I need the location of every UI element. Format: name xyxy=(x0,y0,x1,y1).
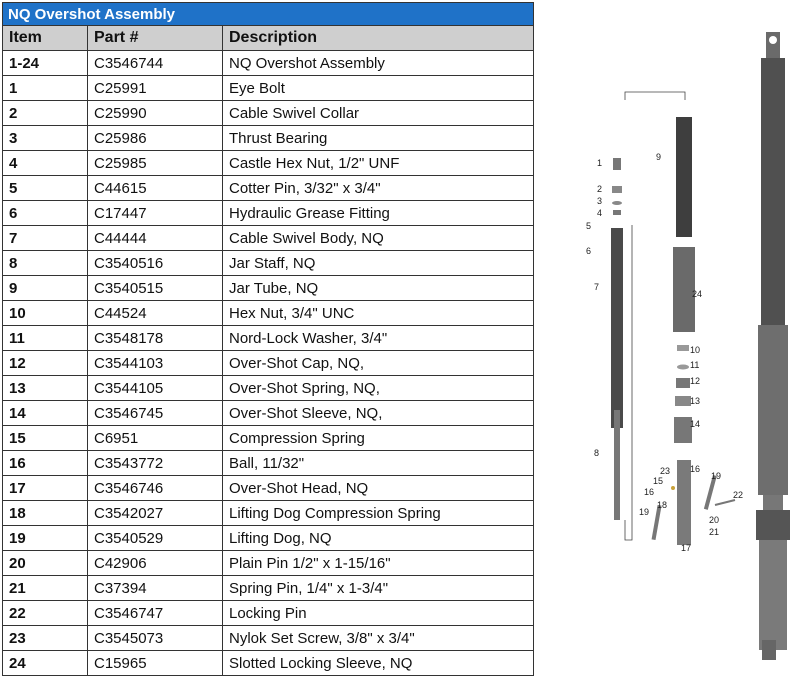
part-cell: C3546746 xyxy=(88,476,223,501)
description-cell: Cable Swivel Body, NQ xyxy=(223,226,534,251)
callout-2: 2 xyxy=(597,184,603,194)
item-cell: 12 xyxy=(3,351,88,376)
table-row xyxy=(3,601,534,626)
callout-4: 4 xyxy=(597,208,603,218)
jar-staff xyxy=(614,410,620,520)
callout-23: 23 xyxy=(660,466,671,476)
item-cell: 16 xyxy=(3,451,88,476)
description-cell: Lifting Dog Compression Spring xyxy=(223,501,534,526)
item-cell: 21 xyxy=(3,576,88,601)
part-cell: C3544105 xyxy=(88,376,223,401)
table-row xyxy=(3,251,534,276)
part-cell: C3543772 xyxy=(88,451,223,476)
part-cell: C25990 xyxy=(88,101,223,126)
item-cell: 7 xyxy=(3,226,88,251)
callout-22: 22 xyxy=(733,490,744,500)
description-cell: Plain Pin 1/2" x 1-15/16" xyxy=(223,551,534,576)
part-cell: C3542027 xyxy=(88,501,223,526)
callout-19: 19 xyxy=(711,471,722,481)
item-cell: 4 xyxy=(3,151,88,176)
callout-15: 15 xyxy=(653,476,664,486)
description-cell: Eye Bolt xyxy=(223,76,534,101)
item-cell: 2 xyxy=(3,101,88,126)
item-cell: 18 xyxy=(3,501,88,526)
part-cell: C3546747 xyxy=(88,601,223,626)
parts-table xyxy=(2,2,534,676)
callout-11: 11 xyxy=(690,360,700,370)
part-cell: C3540516 xyxy=(88,251,223,276)
callout-21: 21 xyxy=(709,527,720,537)
item-cell: 8 xyxy=(3,251,88,276)
table-row xyxy=(3,76,534,101)
description-cell: Ball, 11/32" xyxy=(223,451,534,476)
header-description: Description xyxy=(223,26,534,51)
description-cell: Over-Shot Sleeve, NQ, xyxy=(223,401,534,426)
description-cell: Over-Shot Spring, NQ, xyxy=(223,376,534,401)
description-cell: Over-Shot Head, NQ xyxy=(223,476,534,501)
item-cell: 20 xyxy=(3,551,88,576)
header-part: Part # xyxy=(88,26,223,51)
callout-24: 24 xyxy=(692,289,703,299)
callout-5: 5 xyxy=(586,221,592,231)
assembled-overshot xyxy=(756,32,790,660)
table-row xyxy=(3,401,534,426)
callout-20: 20 xyxy=(709,515,720,525)
table-title: NQ Overshot Assembly xyxy=(3,3,534,26)
table-row xyxy=(3,526,534,551)
part-cell: C44615 xyxy=(88,176,223,201)
item-cell: 1 xyxy=(3,76,88,101)
table-row xyxy=(3,476,534,501)
item-cell: 6 xyxy=(3,201,88,226)
part-cell: C25985 xyxy=(88,151,223,176)
description-cell: Nord-Lock Washer, 3/4" xyxy=(223,326,534,351)
table-row xyxy=(3,301,534,326)
description-cell: Hydraulic Grease Fitting xyxy=(223,201,534,226)
description-cell: Nylok Set Screw, 3/8" x 3/4" xyxy=(223,626,534,651)
assembled-upper-tube xyxy=(761,58,785,328)
table-row xyxy=(3,276,534,301)
callout-1: 1 xyxy=(597,158,603,168)
description-cell: Compression Spring xyxy=(223,426,534,451)
jar-tube xyxy=(676,117,692,237)
description-cell: Jar Staff, NQ xyxy=(223,251,534,276)
callout-16: 16 xyxy=(644,487,655,497)
exploded-assembly-diagram xyxy=(580,25,800,681)
description-cell: Locking Pin xyxy=(223,601,534,626)
callout-14: 14 xyxy=(690,419,701,429)
part-cell: C3546745 xyxy=(88,401,223,426)
table-row xyxy=(3,151,534,176)
description-cell: Spring Pin, 1/4" x 1-3/4" xyxy=(223,576,534,601)
header-item: Item xyxy=(3,26,88,51)
part-cell: C44524 xyxy=(88,301,223,326)
callout-17: 17 xyxy=(681,543,692,553)
description-cell: Cotter Pin, 3/32" x 3/4" xyxy=(223,176,534,201)
table-row xyxy=(3,501,534,526)
part-cell: C25991 xyxy=(88,76,223,101)
table-row xyxy=(3,101,534,126)
item-cell: 19 xyxy=(3,526,88,551)
part-cell: C6951 xyxy=(88,426,223,451)
callout-13: 13 xyxy=(690,396,701,406)
item-cell: 1-24 xyxy=(3,51,88,76)
callout-12: 12 xyxy=(690,376,701,386)
callout-18: 18 xyxy=(657,500,668,510)
part-cell: C3545073 xyxy=(88,626,223,651)
item-cell: 10 xyxy=(3,301,88,326)
table-row xyxy=(3,626,534,651)
callout-labels xyxy=(586,152,743,553)
callout-10: 10 xyxy=(690,345,701,355)
item-cell: 15 xyxy=(3,426,88,451)
part-cell: C17447 xyxy=(88,201,223,226)
table-row xyxy=(3,201,534,226)
callout-19: 19 xyxy=(639,507,650,517)
description-cell: NQ Overshot Assembly xyxy=(223,51,534,76)
part-cell: C3548178 xyxy=(88,326,223,351)
description-cell: Jar Tube, NQ xyxy=(223,276,534,301)
table-row xyxy=(3,126,534,151)
table-row xyxy=(3,551,534,576)
callout-9: 9 xyxy=(656,152,662,162)
description-cell: Slotted Locking Sleeve, NQ xyxy=(223,651,534,676)
part-cell: C37394 xyxy=(88,576,223,601)
item-cell: 24 xyxy=(3,651,88,676)
item-cell: 9 xyxy=(3,276,88,301)
part-cell: C3544103 xyxy=(88,351,223,376)
part-cell: C42906 xyxy=(88,551,223,576)
description-cell: Thrust Bearing xyxy=(223,126,534,151)
table-row xyxy=(3,351,534,376)
part-cell: C3540529 xyxy=(88,526,223,551)
callout-16: 16 xyxy=(690,464,701,474)
item-cell: 11 xyxy=(3,326,88,351)
cable-swivel-body xyxy=(611,228,623,428)
description-cell: Lifting Dog, NQ xyxy=(223,526,534,551)
over-shot-head xyxy=(677,460,691,545)
part-cell: C15965 xyxy=(88,651,223,676)
item-cell: 5 xyxy=(3,176,88,201)
part-cell: C44444 xyxy=(88,226,223,251)
item-cell: 14 xyxy=(3,401,88,426)
callout-7: 7 xyxy=(594,282,600,292)
table-row xyxy=(3,326,534,351)
item-cell: 17 xyxy=(3,476,88,501)
item-cell: 22 xyxy=(3,601,88,626)
item-cell: 3 xyxy=(3,126,88,151)
description-cell: Castle Hex Nut, 1/2" UNF xyxy=(223,151,534,176)
part-cell: C3546744 xyxy=(88,51,223,76)
part-cell: C25986 xyxy=(88,126,223,151)
assembled-sleeve xyxy=(758,325,788,495)
description-cell: Cable Swivel Collar xyxy=(223,101,534,126)
callout-8: 8 xyxy=(594,448,600,458)
description-cell: Over-Shot Cap, NQ, xyxy=(223,351,534,376)
table-row xyxy=(3,176,534,201)
table-row xyxy=(3,226,534,251)
table-row xyxy=(3,426,534,451)
item-cell: 13 xyxy=(3,376,88,401)
description-cell: Hex Nut, 3/4" UNC xyxy=(223,301,534,326)
assembled-head xyxy=(759,540,787,650)
table-row xyxy=(3,51,534,76)
eye-bolt xyxy=(613,158,621,170)
table-row xyxy=(3,576,534,601)
item-cell: 23 xyxy=(3,626,88,651)
part-cell: C3540515 xyxy=(88,276,223,301)
table-row xyxy=(3,651,534,676)
table-row xyxy=(3,376,534,401)
callout-6: 6 xyxy=(586,246,592,256)
table-row xyxy=(3,451,534,476)
callout-3: 3 xyxy=(597,196,603,206)
